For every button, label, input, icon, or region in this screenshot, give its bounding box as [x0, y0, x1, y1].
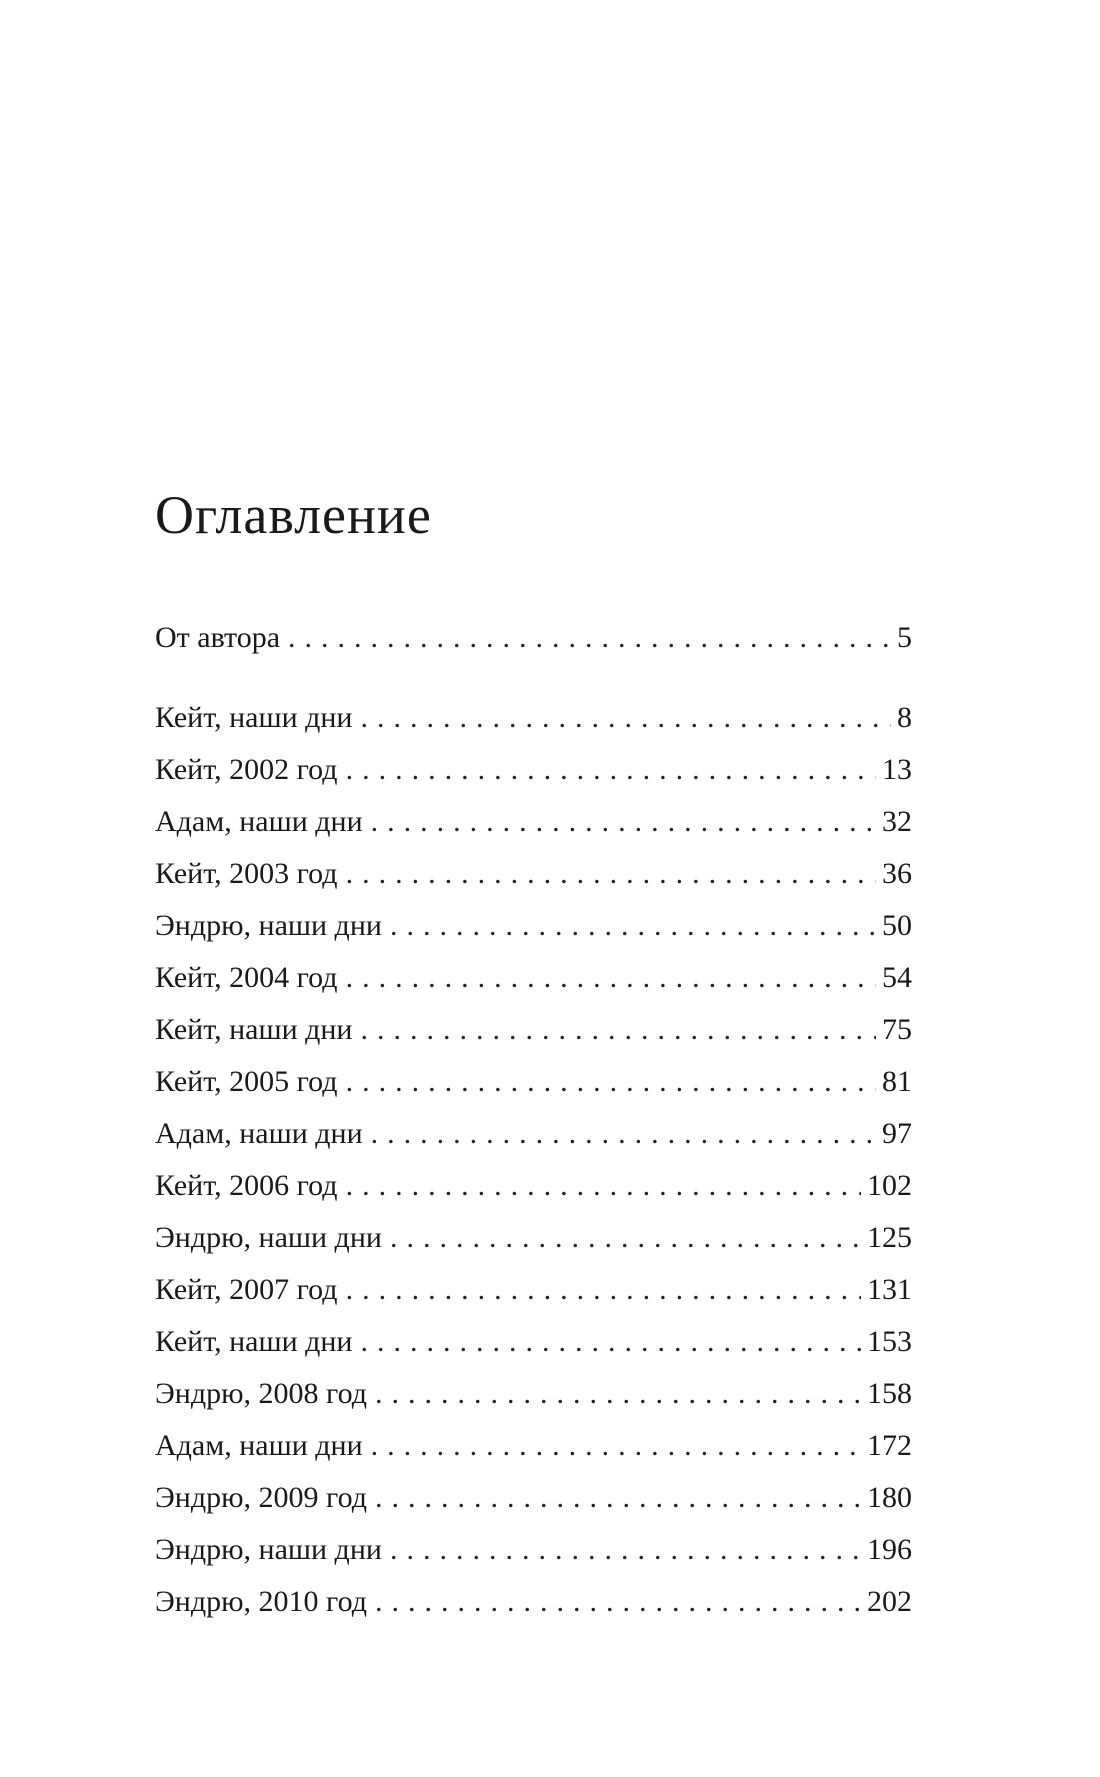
toc-entry [155, 1056, 912, 1108]
toc-entry [155, 1420, 912, 1472]
toc-entry-page: 131 [867, 1273, 912, 1306]
toc-entry-label: Кейт, 2004 год [155, 961, 338, 994]
toc-entry [155, 1004, 912, 1056]
toc-leader-dots [346, 744, 876, 796]
toc-leader-dots [371, 1420, 861, 1472]
toc-entry [155, 1368, 912, 1420]
toc-entry-label: Эндрю, наши дни [155, 1533, 382, 1566]
toc-entry-page: 5 [897, 621, 912, 654]
toc-leader-dots [361, 1004, 877, 1056]
page-title: Оглавление [155, 485, 432, 545]
toc-entry [155, 1524, 912, 1576]
toc-leader-dots [390, 1212, 861, 1264]
toc-entry-label: Адам, наши дни [155, 805, 363, 838]
toc-leader-dots [346, 1264, 861, 1316]
toc-entry-label: Кейт, наши дни [155, 701, 353, 734]
toc-entry [155, 1212, 912, 1264]
toc-leader-dots [375, 1576, 861, 1628]
toc-entry-page: 125 [867, 1221, 912, 1254]
toc-entry [155, 1472, 912, 1524]
toc-entry [155, 848, 912, 900]
toc-entry-page: 36 [882, 857, 912, 890]
book-page [155, 0, 912, 1777]
toc-leader-dots [288, 612, 891, 664]
toc-entry-page: 32 [882, 805, 912, 838]
toc-entry-page: 196 [867, 1533, 912, 1566]
toc-entry [155, 612, 912, 664]
toc-entry-page: 75 [882, 1013, 912, 1046]
toc-entry-label: Кейт, наши дни [155, 1325, 353, 1358]
toc-entry-label: Эндрю, 2009 год [155, 1481, 367, 1514]
toc-entry-label: Эндрю, 2010 год [155, 1585, 367, 1618]
toc-entry [155, 796, 912, 848]
toc-entry-label: Кейт, 2006 год [155, 1169, 338, 1202]
toc-leader-dots [346, 1160, 861, 1212]
toc-entry-page: 8 [897, 701, 912, 734]
toc-entry [155, 900, 912, 952]
toc-entry [155, 1576, 912, 1628]
toc-entry [155, 952, 912, 1004]
toc-entry-page: 50 [882, 909, 912, 942]
toc-leader-dots [346, 1056, 876, 1108]
table-of-contents [155, 612, 912, 1628]
toc-leader-dots [390, 1524, 861, 1576]
toc-entry-page: 202 [867, 1585, 912, 1618]
toc-entry-page: 13 [882, 753, 912, 786]
toc-entry-label: Эндрю, 2008 год [155, 1377, 367, 1410]
toc-entry-label: Кейт, 2003 год [155, 857, 338, 890]
toc-entry-page: 97 [882, 1117, 912, 1150]
toc-leader-dots [346, 848, 876, 900]
toc-entry-page: 172 [867, 1429, 912, 1462]
toc-entry-page: 54 [882, 961, 912, 994]
toc-leader-dots [371, 796, 876, 848]
toc-leader-dots [390, 900, 876, 952]
toc-entry-page: 81 [882, 1065, 912, 1098]
toc-entry-label: Кейт, 2007 год [155, 1273, 338, 1306]
toc-entry [155, 1316, 912, 1368]
toc-entry-label: Адам, наши дни [155, 1429, 363, 1462]
toc-entry-label: Кейт, наши дни [155, 1013, 353, 1046]
toc-entry-page: 158 [867, 1377, 912, 1410]
toc-leader-dots [361, 1316, 862, 1368]
toc-entry-label: Кейт, 2002 год [155, 753, 338, 786]
toc-entry-page: 180 [867, 1481, 912, 1514]
toc-entry-page: 153 [867, 1325, 912, 1358]
toc-entry [155, 744, 912, 796]
toc-entry-label: От автора [155, 621, 281, 654]
toc-entry-label: Эндрю, наши дни [155, 1221, 382, 1254]
toc-entry-label: Адам, наши дни [155, 1117, 363, 1150]
toc-entry [155, 1108, 912, 1160]
toc-entry-label: Кейт, 2005 год [155, 1065, 338, 1098]
toc-entry-page: 102 [867, 1169, 912, 1202]
toc-leader-dots [375, 1472, 861, 1524]
toc-leader-dots [371, 1108, 876, 1160]
toc-leader-dots [375, 1368, 861, 1420]
toc-leader-dots [346, 952, 876, 1004]
toc-entry [155, 1264, 912, 1316]
toc-entry-label: Эндрю, наши дни [155, 909, 382, 942]
toc-entry [155, 692, 912, 744]
toc-entry [155, 1160, 912, 1212]
toc-leader-dots [361, 692, 892, 744]
